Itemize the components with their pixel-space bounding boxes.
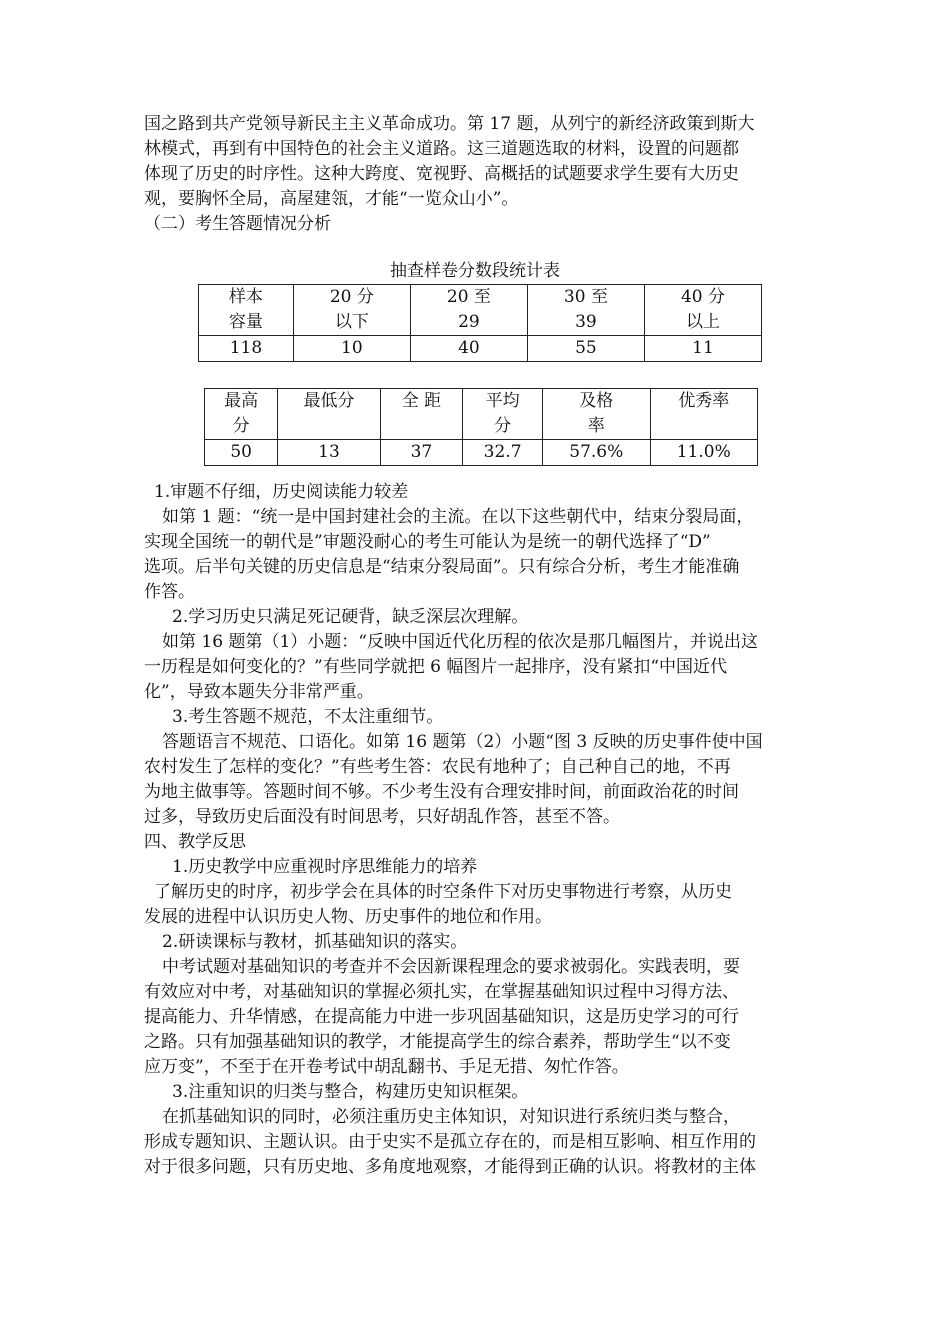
text-line: 有效应对中考，对基础知识的掌握必须扎实，在掌握基础知识过程中习得方法、 xyxy=(144,982,739,1002)
paragraph xyxy=(144,1105,806,1180)
paragraph xyxy=(144,630,806,705)
text-line: 如第 16 题第（1）小题：“反映中国近代化历程的依次是那几幅图片，并说出这 xyxy=(162,632,758,652)
text-line: 林模式，再到有中国特色的社会主义道路。这三道题选取的材料，设置的问题都 xyxy=(144,139,739,159)
intro-paragraph xyxy=(144,112,806,212)
text-line: 发展的进程中认识历史人物、历史事件的地位和作用。 xyxy=(144,907,552,927)
table-row xyxy=(205,440,758,466)
table-header-cell: 20 至 29 xyxy=(410,285,527,336)
text-line: 作答。 xyxy=(144,582,195,602)
table-header-cell: 优秀率 xyxy=(650,389,758,440)
text-line: 化”，导致本题失分非常严重。 xyxy=(144,682,374,702)
subheading: 2.研读课标与教材，抓基础知识的落实。 xyxy=(162,932,468,952)
table-cell: 55 xyxy=(527,336,644,362)
text-line: 中考试题对基础知识的考查并不会因新课程理念的要求被弱化。实践表明，要 xyxy=(162,957,740,977)
text-line: 对于很多问题，只有历史地、多角度地观察，才能得到正确的认识。将教材的主体 xyxy=(144,1157,756,1177)
table-cell: 32.7 xyxy=(463,440,543,466)
text-line: 在抓基础知识的同时，必须注重历史主体知识，对知识进行系统归类与整合， xyxy=(162,1107,740,1127)
paragraph xyxy=(144,505,806,605)
text-line: 过多，导致历史后面没有时间思考，只好胡乱作答，甚至不答。 xyxy=(144,807,620,827)
text-line: 为地主做事等。答题时间不够。不少考生没有合理安排时间，前面政治花的时间 xyxy=(144,782,739,802)
text-line: 应万变”，不至于在开卷考试中胡乱翻书、手足无措、匆忙作答。 xyxy=(144,1057,629,1077)
subheading: 3.考生答题不规范，不太注重细节。 xyxy=(172,707,444,727)
subheading: 1.审题不仔细，历史阅读能力较差 xyxy=(154,482,409,502)
text-line: 形成专题知识、主题认识。由于史实不是孤立存在的，而是相互影响、相互作用的 xyxy=(144,1132,756,1152)
table-cell: 40 xyxy=(410,336,527,362)
text-line: 答题语言不规范、口语化。如第 16 题第（2）小题“图 3 反映的历史事件使中国 xyxy=(162,732,763,752)
table-cell: 37 xyxy=(380,440,463,466)
text-line: 农村发生了怎样的变化？”有些考生答：农民有地种了；自己种自己的地，不再 xyxy=(144,757,731,777)
table-header-cell: 样本 容量 xyxy=(199,285,294,336)
paragraph xyxy=(144,730,806,830)
table-cell: 118 xyxy=(199,336,294,362)
table-header-cell: 及格 率 xyxy=(543,389,650,440)
score-range-table xyxy=(198,284,762,362)
text-line: 一历程是如何变化的？”有些同学就把 6 幅图片一起排序，没有紧扣“中国近代 xyxy=(144,657,728,677)
text-line: 体现了历史的时序性。这种大跨度、宽视野、高概括的试题要求学生要有大历史 xyxy=(144,164,739,184)
table-cell: 11 xyxy=(644,336,761,362)
table-cell: 13 xyxy=(278,440,380,466)
table-header-cell: 40 分 以上 xyxy=(644,285,761,336)
document-content xyxy=(144,112,806,1180)
table-caption: 抽查样卷分数段统计表 xyxy=(390,261,560,281)
text-line: 选项。后半句关键的历史信息是“结束分裂局面”。只有综合分析，考生才能准确 xyxy=(144,557,740,577)
text-line: 国之路到共产党领导新民主主义革命成功。第 17 题，从列宁的新经济政策到斯大 xyxy=(144,114,755,134)
subheading: 2.学习历史只满足死记硬背，缺乏深层次理解。 xyxy=(172,607,529,627)
table-header-cell: 20 分 以下 xyxy=(293,285,410,336)
text-line: 提高能力、升华情感，在提高能力中进一步巩固基础知识，这是历史学习的可行 xyxy=(144,1007,739,1027)
paragraph xyxy=(144,955,806,1080)
table-header-row xyxy=(205,389,758,440)
table-cell: 11.0% xyxy=(650,440,758,466)
table-cell: 50 xyxy=(205,440,278,466)
text-line: 实现全国统一的朝代是”审题没耐心的考生可能认为是统一的朝代选择了“D” xyxy=(144,532,711,552)
spacer xyxy=(144,466,806,480)
table-cell: 10 xyxy=(293,336,410,362)
text-line: 观，要胸怀全局，高屋建瓴，才能“一览众山小”。 xyxy=(144,189,519,209)
table-header-cell: 全 距 xyxy=(380,389,463,440)
table-header-cell: 最低分 xyxy=(278,389,380,440)
table-header-row xyxy=(199,285,762,336)
text-line: 如第 1 题：“统一是中国封建社会的主流。在以下这些朝代中，结束分裂局面， xyxy=(162,507,754,527)
table-header-cell: 最高 分 xyxy=(205,389,278,440)
table-cell: 57.6% xyxy=(543,440,650,466)
table-header-cell: 30 至 39 xyxy=(527,285,644,336)
paragraph xyxy=(144,880,806,930)
subheading: 1.历史教学中应重视时序思维能力的培养 xyxy=(172,857,478,877)
table-row xyxy=(199,336,762,362)
score-stats-table xyxy=(204,388,758,466)
text-line: 了解历史的时序，初步学会在具体的时空条件下对历史事物进行考察，从历史 xyxy=(154,882,732,902)
section-heading: （二）考生答题情况分析 xyxy=(144,214,331,234)
section-heading: 四、教学反思 xyxy=(144,832,246,852)
text-line: 之路。只有加强基础知识的教学，才能提高学生的综合素养，帮助学生“以不变 xyxy=(144,1032,731,1052)
table-header-cell: 平均 分 xyxy=(463,389,543,440)
subheading: 3.注重知识的归类与整合，构建历史知识框架。 xyxy=(172,1082,529,1102)
